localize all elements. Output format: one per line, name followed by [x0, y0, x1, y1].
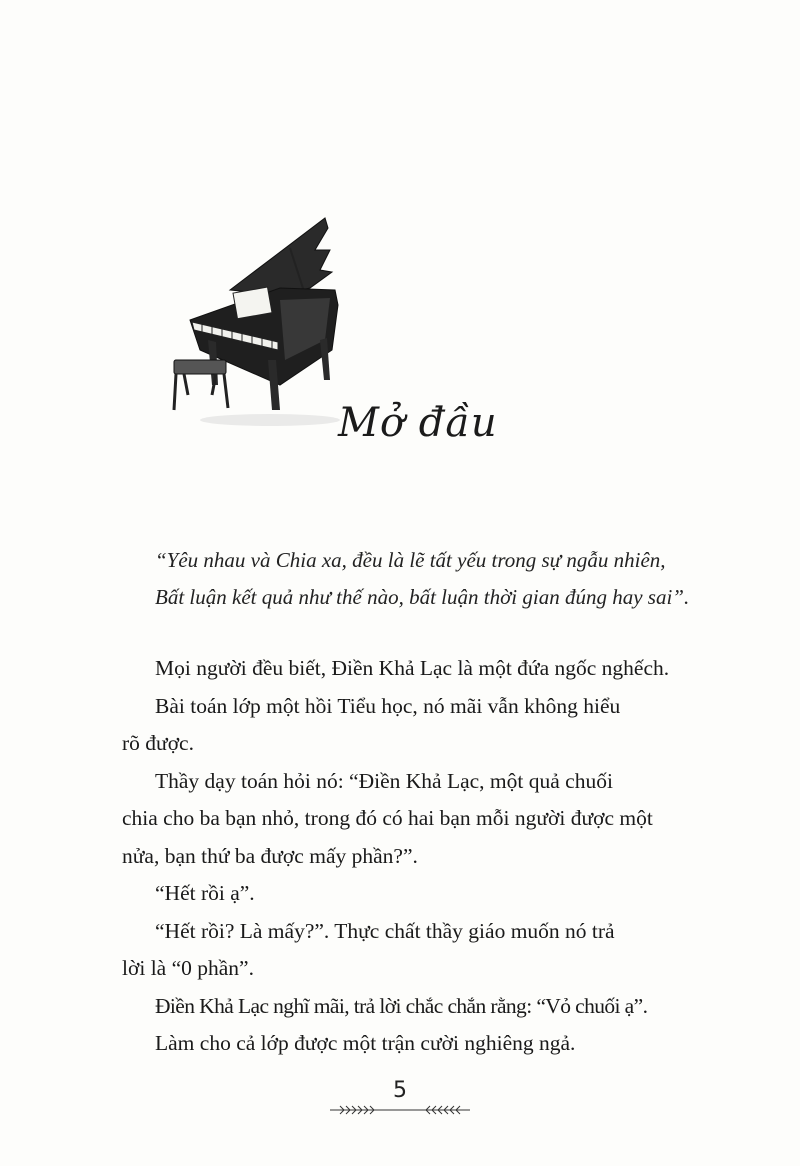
epigraph-line: Bất luận kết quả như thế nào, bất luận thời gian đúng hay sai”. — [155, 585, 690, 609]
chapter-title: Mở đầu — [338, 400, 498, 446]
paragraph: Mọi người đều biết, Điền Khả Lạc là một đứa ngốc nghếch. — [155, 656, 670, 680]
text-line: rõ được. — [122, 731, 194, 755]
paragraph: “Hết rồi? Là mấy?”. Thực chất thầy giáo muốn nó trả — [155, 918, 615, 943]
epigraph-line: “Yêu nhau và Chia xa, đều là lẽ tất yếu trong sự ngẫu nhiên, — [155, 548, 666, 572]
footer-ornament-icon — [330, 1100, 470, 1120]
paragraph-continuation — [122, 725, 715, 763]
paragraph: “Hết rồi ạ”. — [155, 881, 255, 905]
paragraph: Làm cho cả lớp được một trận cười nghiêng ngả. — [155, 1031, 576, 1055]
paragraph-continuation: lời là “0 phần”. — [122, 956, 254, 980]
page-number: 5 — [393, 1078, 407, 1103]
paragraph-continuation: nửa, bạn thứ ba được mấy phần?”. — [122, 843, 418, 868]
paragraph: Bài toán lớp một hồi Tiểu học, nó mãi vẫn không hiểu — [155, 693, 621, 718]
paragraph: Thầy dạy toán hỏi nó: “Điền Khả Lạc, một quả chuối — [155, 768, 613, 793]
body-text — [122, 650, 715, 1063]
paragraph-continuation: chia cho ba bạn nhỏ, trong đó có hai bạn mỗi người được một — [122, 806, 653, 830]
piano-illustration — [160, 210, 340, 430]
epigraph — [155, 542, 715, 616]
paragraph: Điền Khả Lạc nghĩ mãi, trả lời chắc chắn rằng: “Vỏ chuối ạ”. — [155, 993, 648, 1018]
